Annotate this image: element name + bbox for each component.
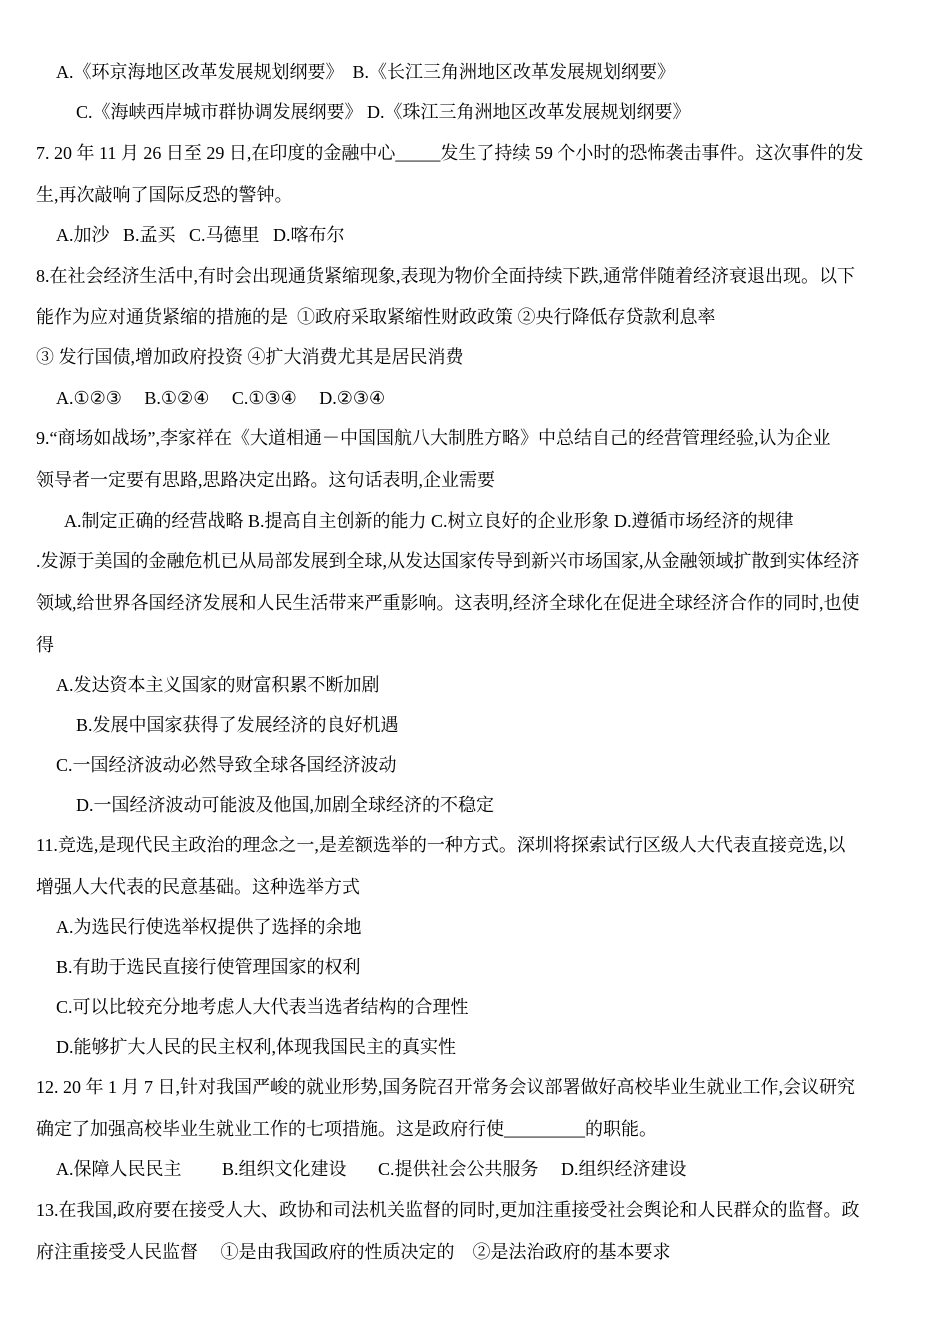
q9-stem-line2: 领导者一定要有思路,思路决定出路。这句话表明,企业需要 bbox=[36, 470, 495, 490]
q7-options: A.加沙 B.孟买 C.马德里 D.喀布尔 bbox=[56, 225, 345, 245]
q11-option-c: C.可以比较充分地考虑人大代表当选者结构的合理性 bbox=[56, 997, 469, 1017]
q11-stem-line1: 11.竞选,是现代民主政治的理念之一,是差额选举的一种方式。深圳将探索试行区级人大代表直接竞选,以 bbox=[36, 835, 846, 855]
q8-stem-line3: ③ 发行国债,增加政府投资 ④扩大消费尤其是居民消费 bbox=[36, 347, 464, 367]
q8-stem-line1: 8.在社会经济生活中,有时会出现通货紧缩现象,表现为物价全面持续下跌,通常伴随着经济衰退出现。以下 bbox=[36, 266, 855, 286]
q8-stem-line2: 能作为应对通货紧缩的措施的是 ①政府采取紧缩性财政政策 ②央行降低存贷款利息率 bbox=[36, 307, 716, 327]
q7-stem-line2: 生,再次敲响了国际反恐的警钟。 bbox=[36, 185, 293, 205]
q13-stem-line2: 府注重接受人民监督 ①是由我国政府的性质决定的 ②是法治政府的基本要求 bbox=[36, 1242, 671, 1262]
q11-option-a: A.为选民行使选举权提供了选择的余地 bbox=[56, 917, 362, 937]
q11-stem-line2: 增强人大代表的民意基础。这种选举方式 bbox=[36, 877, 360, 897]
q9-options: A.制定正确的经营战略 B.提高自主创新的能力 C.树立良好的企业形象 D.遵循市场经济的规律 bbox=[64, 511, 794, 531]
q8-options: A.①②③ B.①②④ C.①③④ D.②③④ bbox=[56, 388, 386, 408]
q6-options-line1: A.《环京海地区改革发展规划纲要》 B.《长江三角洲地区改革发展规划纲要》 bbox=[56, 62, 676, 82]
q10-stem-line2: 领域,给世界各国经济发展和人民生活带来严重影响。这表明,经济全球化在促进全球经济合作的同时,也使 bbox=[36, 593, 860, 613]
q12-stem-line1: 12. 20 年 1 月 7 日,针对我国严峻的就业形势,国务院召开常务会议部署做好高校毕业生就业工作,会议研究 bbox=[36, 1077, 855, 1097]
q6-options-line2: C.《海峡西岸城市群协调发展纲要》 D.《珠江三角洲地区改革发展规划纲要》 bbox=[76, 102, 691, 122]
q10-option-c: C.一国经济波动必然导致全球各国经济波动 bbox=[56, 755, 397, 775]
q10-option-b: B.发展中国家获得了发展经济的良好机遇 bbox=[76, 715, 399, 735]
q9-stem-line1: 9.“商场如战场”,李家祥在《大道相通－中国国航八大制胜方略》中总结自己的经营管理经验,认为企业 bbox=[36, 428, 831, 448]
q7-stem-line1: 7. 20 年 11 月 26 日至 29 日,在印度的金融中心_____发生了持续 59 个小时的恐怖袭击事件。这次事件的发 bbox=[36, 143, 864, 163]
q10-option-d: D.一国经济波动可能波及他国,加剧全球经济的不稳定 bbox=[76, 795, 494, 815]
q10-stem-line1: .发源于美国的金融危机已从局部发展到全球,从发达国家传导到新兴市场国家,从金融领域扩散到实体经济 bbox=[36, 551, 860, 571]
q11-option-d: D.能够扩大人民的民主权利,体现我国民主的真实性 bbox=[56, 1037, 456, 1057]
q10-stem-line3: 得 bbox=[36, 635, 54, 655]
q12-options: A.保障人民民主 B.组织文化建设 C.提供社会公共服务 D.组织经济建设 bbox=[56, 1159, 687, 1179]
q12-stem-line2: 确定了加强高校毕业生就业工作的七项措施。这是政府行使_________的职能。 bbox=[36, 1119, 657, 1139]
q11-option-b: B.有助于选民直接行使管理国家的权利 bbox=[56, 957, 361, 977]
q10-option-a: A.发达资本主义国家的财富积累不断加剧 bbox=[56, 675, 380, 695]
q13-stem-line1: 13.在我国,政府要在接受人大、政协和司法机关监督的同时,更加注重接受社会舆论和人民群众的监督。政 bbox=[36, 1200, 860, 1220]
